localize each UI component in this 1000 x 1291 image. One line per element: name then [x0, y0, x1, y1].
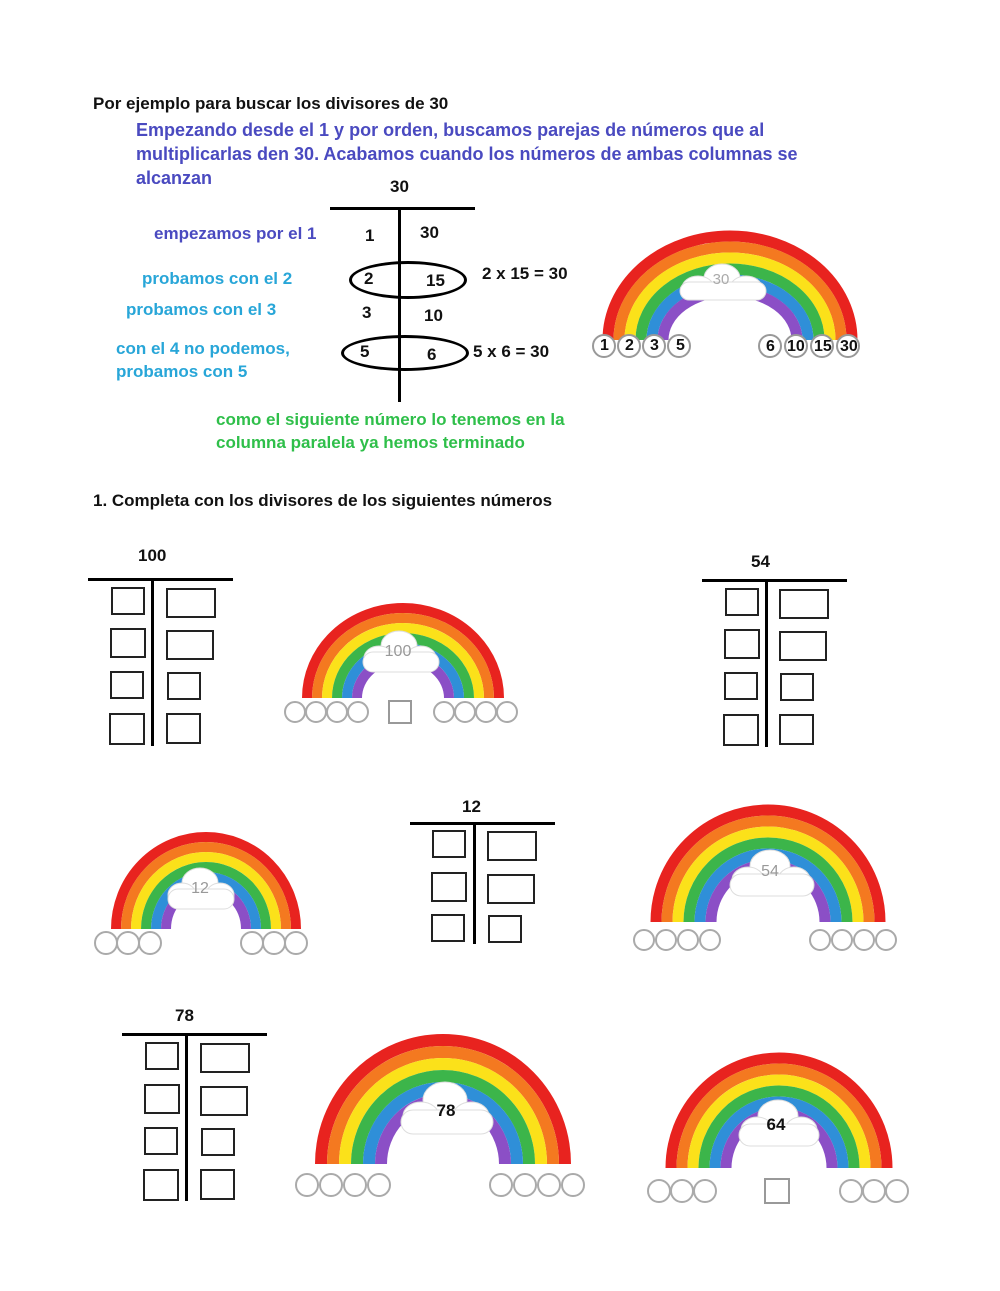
- divisor-input[interactable]: [110, 628, 146, 658]
- divisor-input[interactable]: [779, 589, 829, 619]
- divisor-input[interactable]: [166, 588, 216, 618]
- example-table-vline: [398, 207, 401, 402]
- circle-number: 10: [787, 338, 805, 355]
- divisor-input[interactable]: [488, 915, 522, 943]
- divisor-input[interactable]: [487, 831, 537, 861]
- step-3-label: probamos con el 3: [126, 300, 277, 319]
- table-vline: [473, 822, 476, 944]
- pair-left: 3: [362, 303, 372, 322]
- table-hline: [702, 579, 847, 582]
- step-5-label: probamos con 5: [116, 362, 248, 381]
- answer-square: [389, 701, 411, 723]
- pair-left: 1: [365, 226, 375, 245]
- answer-circles: [296, 1174, 584, 1196]
- divisor-input[interactable]: [200, 1169, 235, 1200]
- rainbow-78: [293, 1030, 593, 1205]
- rainbow-64: [645, 1040, 915, 1210]
- circle-number: 15: [814, 338, 832, 355]
- pair-right: 15: [426, 271, 445, 290]
- divisor-input[interactable]: [111, 587, 145, 615]
- circle-number: 5: [676, 337, 685, 354]
- divisor-input[interactable]: [166, 713, 201, 744]
- pair-right: 10: [424, 306, 443, 325]
- circle-number: 6: [766, 338, 775, 355]
- divisor-input[interactable]: [201, 1128, 235, 1156]
- answer-square: [765, 1179, 789, 1203]
- divisor-input[interactable]: [780, 673, 814, 701]
- example-table-hline: [330, 207, 475, 210]
- intro-line-1: Empezando desde el 1 y por orden, buscamos parejas de números que al: [136, 120, 765, 140]
- divisor-input[interactable]: [200, 1043, 250, 1073]
- step-2-label: probamos con el 2: [142, 269, 293, 288]
- divisor-input[interactable]: [144, 1127, 178, 1155]
- table-hline: [88, 578, 233, 581]
- divisor-input[interactable]: [431, 914, 465, 942]
- divisor-input[interactable]: [143, 1169, 179, 1201]
- divisor-input[interactable]: [779, 631, 827, 661]
- exercise-heading: 1. Completa con los divisores de los siguientes números: [93, 491, 553, 510]
- circle-number: 1: [600, 337, 609, 354]
- divisor-input[interactable]: [432, 830, 466, 858]
- table-78-title: 78: [175, 1006, 194, 1025]
- rainbow-54: [630, 800, 905, 960]
- pair-right: 30: [420, 223, 439, 242]
- circle-number: 30: [840, 338, 858, 355]
- circle-number: 2: [625, 337, 634, 354]
- divisor-input[interactable]: [200, 1086, 248, 1116]
- divisor-input[interactable]: [487, 874, 535, 904]
- divisor-input[interactable]: [724, 672, 758, 700]
- table-12-title: 12: [462, 797, 481, 816]
- cloud-number: 78: [436, 1101, 456, 1120]
- rainbow-12: [92, 825, 322, 965]
- divisor-input[interactable]: [167, 672, 201, 700]
- divisor-input[interactable]: [144, 1084, 180, 1114]
- example-table-title: 30: [390, 177, 409, 196]
- pair-left: 2: [364, 269, 374, 288]
- divisor-input[interactable]: [725, 588, 759, 616]
- divisor-input[interactable]: [110, 671, 144, 699]
- pair-right: 6: [427, 345, 437, 364]
- table-hline: [410, 822, 555, 825]
- divisor-input[interactable]: [109, 713, 145, 745]
- table-vline: [151, 578, 154, 746]
- intro-line-2: multiplicarlas den 30. Acabamos cuando los números de ambas columnas se: [136, 144, 798, 164]
- circle-number: 3: [650, 337, 659, 354]
- rainbow-100: [283, 590, 523, 730]
- divisor-input[interactable]: [431, 872, 467, 902]
- table-hline: [122, 1033, 267, 1036]
- table-vline: [765, 579, 768, 747]
- cloud-number: 64: [766, 1115, 786, 1134]
- product-2: 5 x 6 = 30: [473, 342, 550, 361]
- conclusion-line-1: como el siguiente número lo tenemos en la: [216, 410, 565, 429]
- example-heading: Por ejemplo para buscar los divisores de 30: [93, 94, 449, 113]
- answer-circles: [95, 932, 307, 954]
- answer-circles: [634, 930, 896, 950]
- product-1: 2 x 15 = 30: [482, 264, 568, 283]
- table-54-title: 54: [751, 552, 770, 571]
- step-1-label: empezamos por el 1: [154, 224, 317, 243]
- divisor-input[interactable]: [724, 629, 760, 659]
- table-100-title: 100: [138, 546, 167, 565]
- cloud-number: 100: [384, 643, 412, 660]
- divisor-input[interactable]: [723, 714, 759, 746]
- cloud-number: 30: [712, 271, 730, 288]
- divisor-input[interactable]: [779, 714, 814, 745]
- pair-left: 5: [360, 342, 370, 361]
- conclusion-line-2: columna paralela ya hemos terminado: [216, 433, 525, 452]
- intro-line-3: alcanzan: [136, 168, 213, 188]
- example-rainbow: [590, 220, 880, 370]
- cloud-number: 54: [761, 863, 779, 880]
- table-vline: [185, 1033, 188, 1201]
- divisor-input[interactable]: [145, 1042, 179, 1070]
- cloud-number: 12: [191, 880, 209, 897]
- step-4-label: con el 4 no podemos,: [116, 339, 290, 358]
- divisor-input[interactable]: [166, 630, 214, 660]
